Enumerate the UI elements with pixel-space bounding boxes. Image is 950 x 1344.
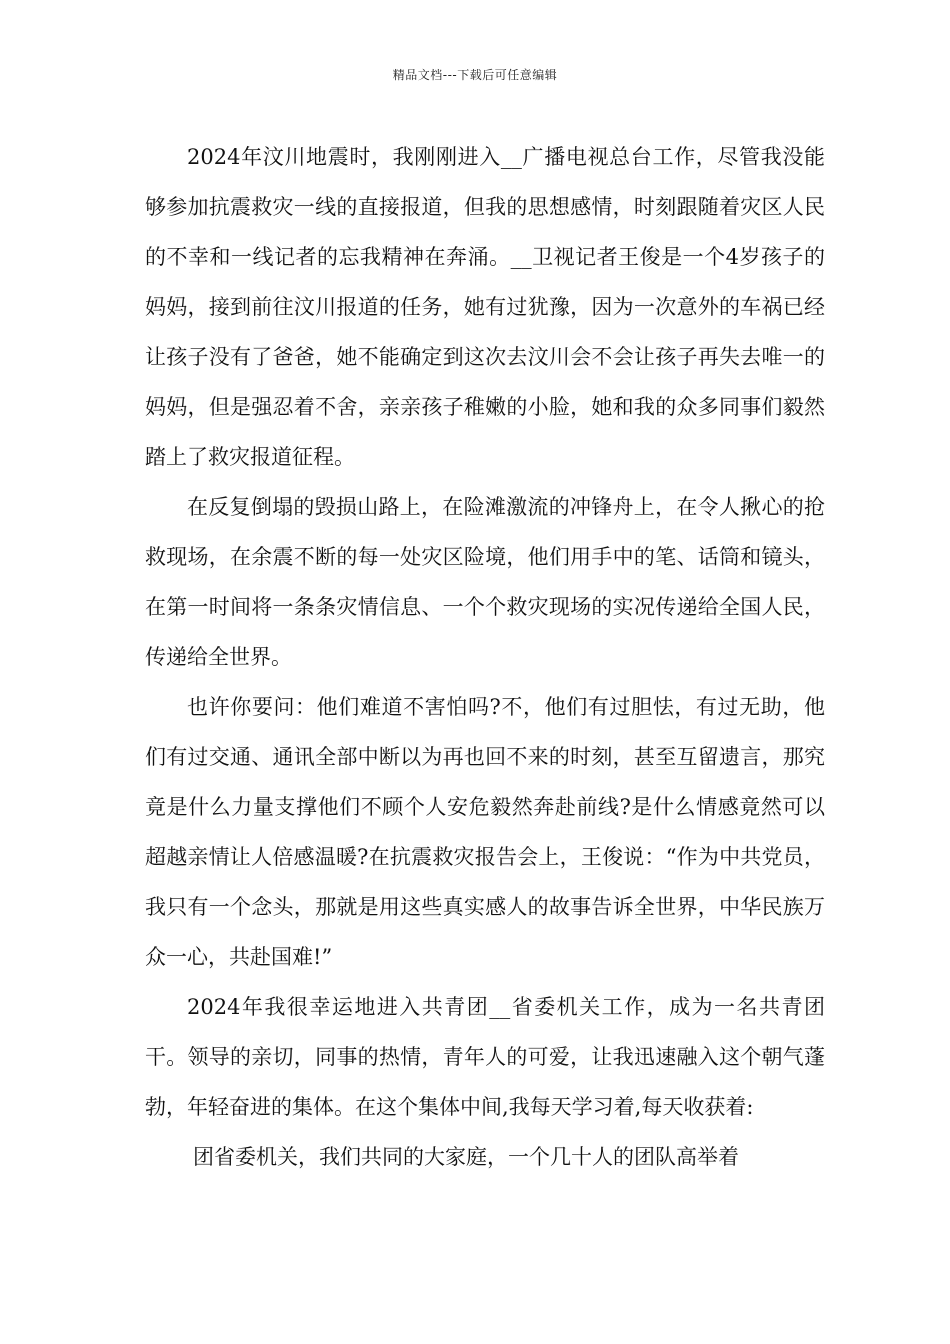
paragraph-5: 团省委机关，我们共同的大家庭，一个几十人的团队高举着 [193, 1145, 739, 1169]
paragraph-4: 2024年我很幸运地进入共青团__省委机关工作，成为一名共青团干。领导的亲切，同事的热情，青年人的可爱，让我迅速融入这个朝气蓬勃，年轻奋进的集体。在这个集体中间,我每天学习着,每天收获着: [145, 995, 825, 1119]
page-header: 精品文档---下载后可任意编辑 [392, 68, 558, 82]
paragraph-2: 在反复倒塌的毁损山路上，在险滩激流的冲锋舟上，在令人揪心的抢救现场，在余震不断的每一处灾区险境，他们用手中的笔、话筒和镜头，在第一时间将一条条灾情信息、一个个救灾现场的实况传递给全国人民，传递给全世界。 [145, 495, 825, 669]
document-body [145, 132, 825, 1182]
paragraph-1: 2024年汶川地震时，我刚刚进入__广播电视总台工作，尽管我没能够参加抗震救灾一线的直接报道，但我的思想感情，时刻跟随着灾区人民的不幸和一线记者的忘我精神在奔涌。__卫视记者王俊是一个4岁孩子的妈妈，接到前往汶川报道的任务，她有过犹豫，因为一次意外的车祸已经让孩子没有了爸爸，她不能确定到这次去汶川会不会让孩子再失去唯一的妈妈，但是强忍着不舍，亲亲孩子稚嫩的小脸，她和我的众多同事们毅然踏上了救灾报道征程。 [145, 145, 825, 469]
paragraph-3: 也许你要问：他们难道不害怕吗?不，他们有过胆怯，有过无助，他们有过交通、通讯全部中断以为再也回不来的时刻，甚至互留遗言，那究竟是什么力量支撑他们不顾个人安危毅然奔赴前线?是什么情感竟然可以超越亲情让人倍感温暖?在抗震救灾报告会上，王俊说：“作为中共党员，我只有一个念头，那就是用这些真实感人的故事告诉全世界，中华民族万众一心，共赴国难!” [145, 695, 825, 969]
